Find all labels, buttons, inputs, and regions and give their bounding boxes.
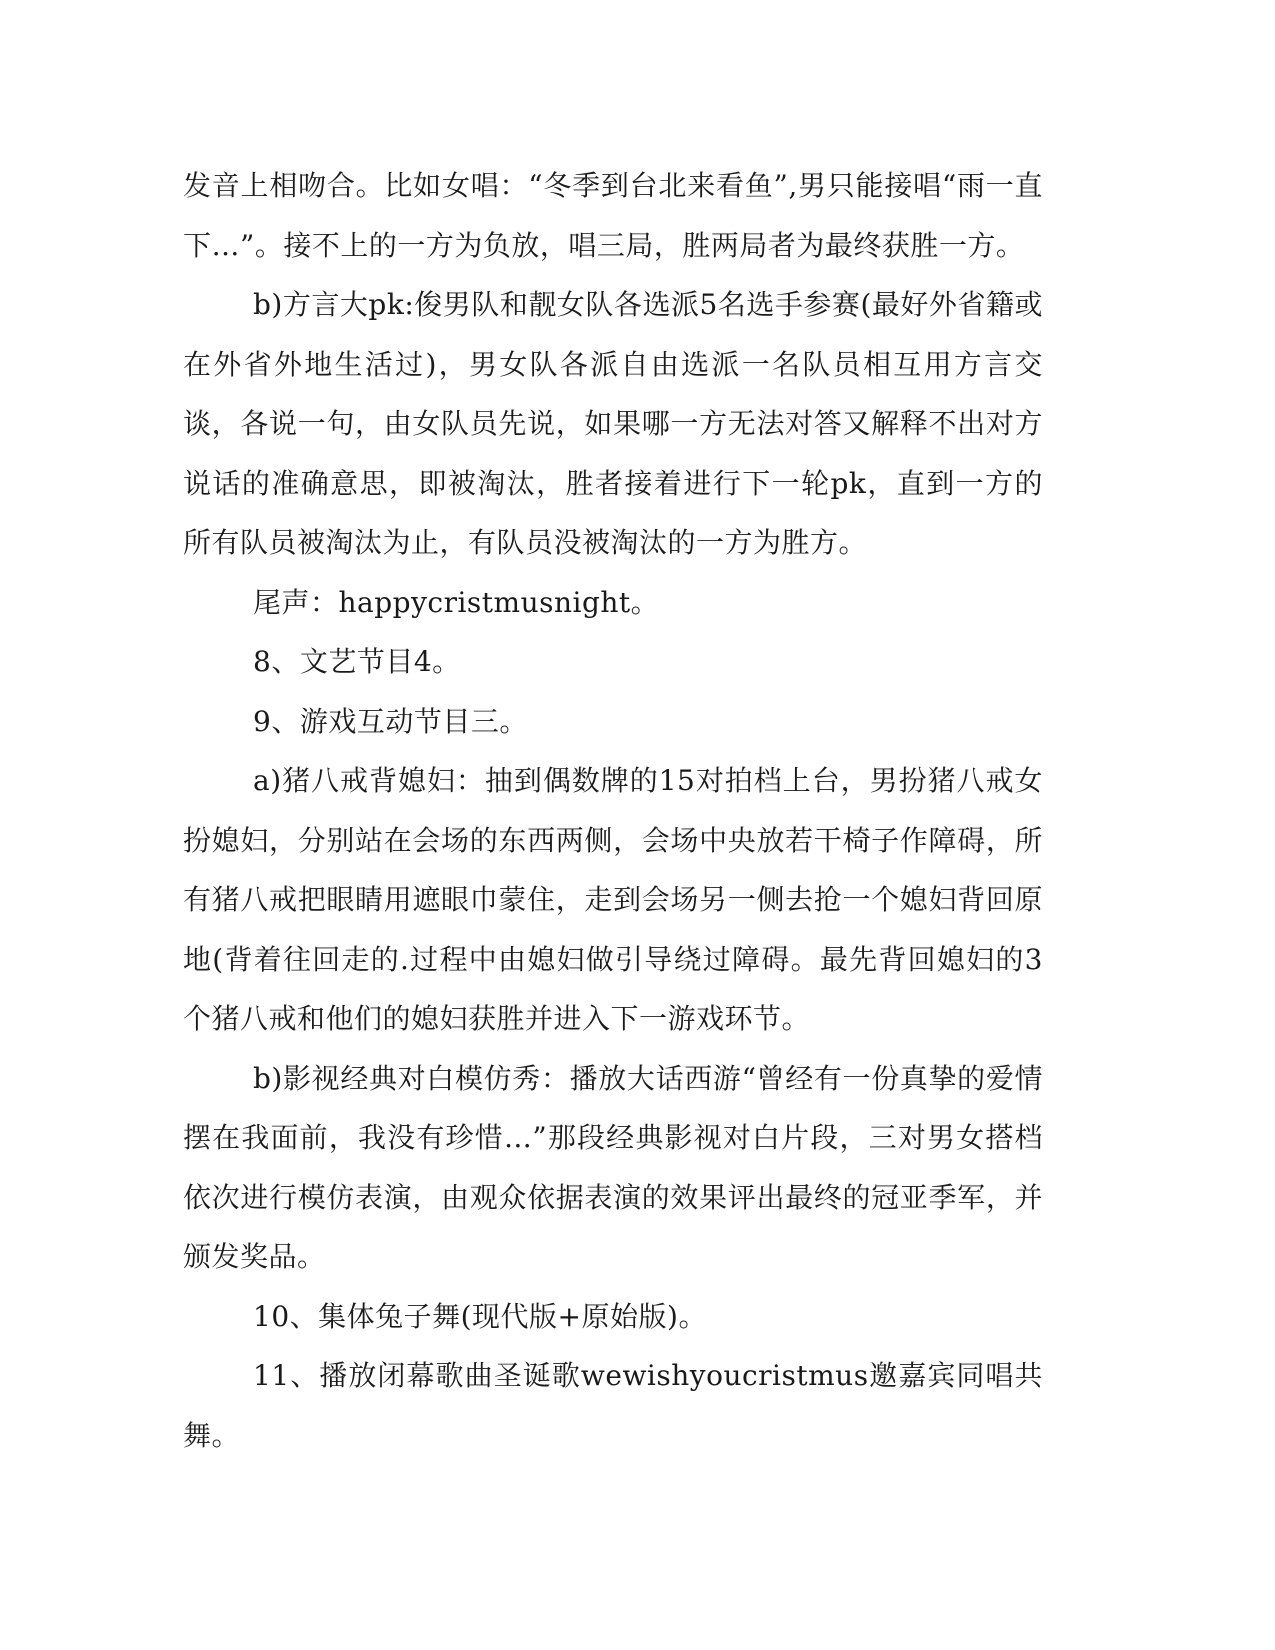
paragraph-item-10: 10、集体兔子舞(现代版+原始版)。 [253,1299,707,1333]
paragraph-song-relay-rules: 发音上相吻合。比如女唱：“冬季到台北来看鱼”,男只能接唱“雨一直下…”。接不上的一方为负放，唱三局，胜两局者为最终获胜一方。 [183,169,1043,262]
paragraph-item-9: 9、游戏互动节目三。 [253,704,528,738]
paragraph-item-11: 11、播放闭幕歌曲圣诞歌wewishyoucristmus邀嘉宾同唱共舞。 [183,1359,1043,1452]
paragraph-zhu-bajie-game: a)猪八戒背媳妇：抽到偶数牌的15对拍档上台，男扮猪八戒女扮媳妇，分别站在会场的东西两侧，会场中央放若干椅子作障碍，所有猪八戒把眼睛用遮眼巾蒙住，走到会场另一侧去抢一个媳妇背回原地(背着往回走的.过程中由媳妇做引导绕过障碍。最先背回媳妇的3个猪八戒和他们的媳妇获胜并进入下一游戏环节。 [183,764,1043,1035]
document-body [183,156,1043,1465]
paragraph-dialect-pk: b)方言大pk:俊男队和靓女队各选派5名选手参赛(最好外省籍或在外省外地生活过)，男女队各派自由选派一名队员相互用方言交谈，各说一句，由女队员先说，如果哪一方无法对答又解释不出对方说话的准确意思，即被淘汰，胜者接着进行下一轮pk，直到一方的所有队员被淘汰为止，有队员没被淘汰的一方为胜方。 [183,288,1043,559]
paragraph-finale: 尾声：happycristmusnight。 [253,585,660,619]
paragraph-movie-dialogue-show: b)影视经典对白模仿秀：播放大话西游“曾经有一份真挚的爱情摆在我面前，我没有珍惜…”那段经典影视对白片段，三对男女搭档依次进行模仿表演，由观众依据表演的效果评出最终的冠亚季军，并颁发奖品。 [183,1061,1043,1273]
paragraph-item-8: 8、文艺节目4。 [253,645,461,678]
